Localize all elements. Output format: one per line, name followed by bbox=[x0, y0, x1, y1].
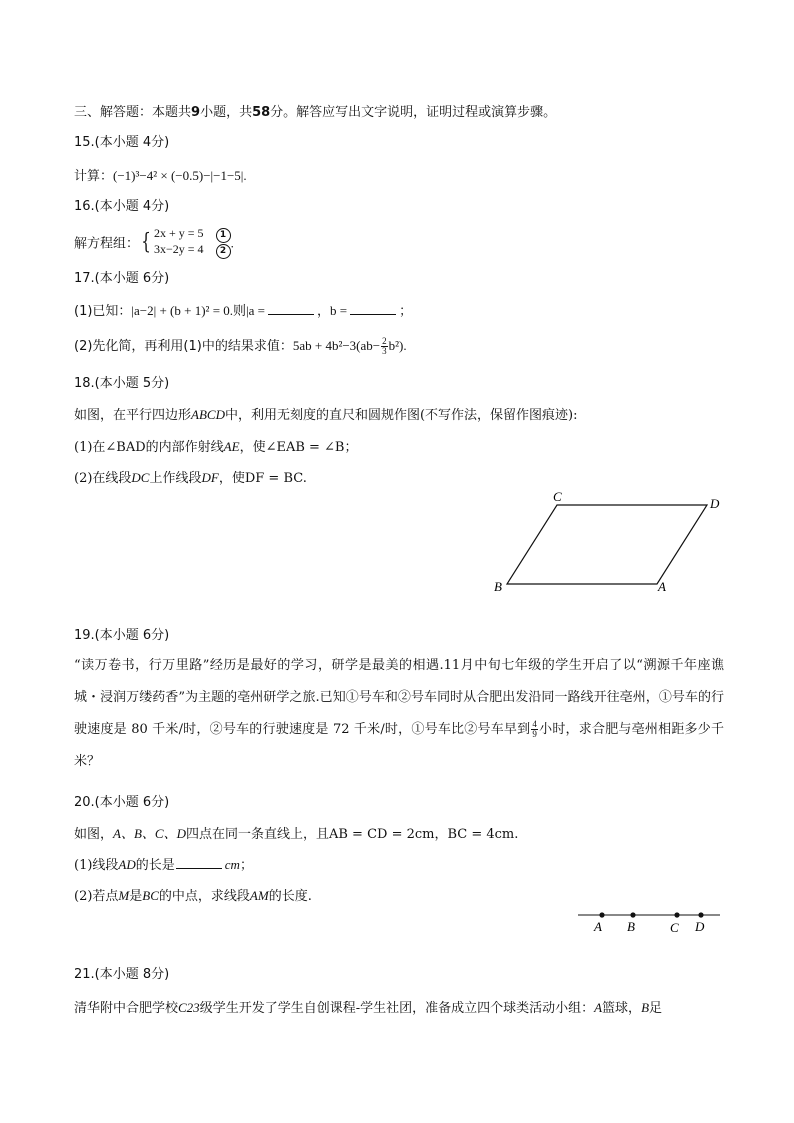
answer-blank-ad[interactable] bbox=[176, 856, 222, 869]
answer-blank-b[interactable] bbox=[350, 302, 396, 315]
total-score: 58 bbox=[252, 105, 271, 120]
answer-blank-a[interactable] bbox=[268, 302, 314, 315]
vertex-label-c: C bbox=[553, 489, 562, 504]
q18-part2: (2)在线段DC上作线段DF，使DF = BC. bbox=[74, 470, 307, 486]
point-d bbox=[698, 912, 703, 917]
q15-header: 15.(本小题 4分) bbox=[74, 135, 170, 150]
q16-header: 16.(本小题 4分) bbox=[74, 199, 170, 214]
vertex-label-d: D bbox=[710, 496, 720, 511]
q16-body: 解方程组：{ 2x + y = 5 1 3x−2y = 4 2 . bbox=[74, 228, 234, 260]
vertex-label-b: B bbox=[494, 579, 502, 594]
q18-header: 18.(本小题 5分) bbox=[74, 376, 170, 391]
q19-body: “读万卷书，行万里路”经历是最好的学习，研学是最美的相遇.11月中旬七年级的学生开启了以“溯源千年座谯城・浸润万缕药香”为主题的亳州研学之旅.已知①号车和②号车同时从合肥出发沿同一路线开往亳州，①号车的行驶速度是 80 千米/时，②号车的行驶速度是 72 千米/时，①号车比②号车早到 $\frac{4}{9}$ 小时，求合肥与亳州相距多少千米？ bbox=[74, 658, 724, 769]
q18-part1: (1)在∠BAD的内部作射线AE，使∠EAB = ∠B； bbox=[74, 439, 358, 455]
point-label-b: B bbox=[627, 919, 635, 934]
equation-1: 2x + y = 5 bbox=[154, 226, 204, 240]
q21-body: 清华附中合肥学校C23级学生开发了学生自创课程-学生社团，准备成立四个球类活动小组：A篮球，B足 bbox=[74, 1000, 663, 1016]
point-label-a: A bbox=[594, 919, 602, 934]
q20-part2: (2)若点M是BC的中点，求线段AM的长度. bbox=[74, 888, 312, 904]
equation-2: 3x−2y = 4 bbox=[154, 242, 204, 256]
brace-icon: { bbox=[141, 230, 151, 255]
point-label-c: C bbox=[670, 920, 679, 935]
q18-intro: 如图，在平行四边形ABCD中，利用无刻度的直尺和圆规作图(不写作法，保留作图痕迹): bbox=[74, 407, 578, 423]
line-points-figure bbox=[570, 903, 730, 938]
q17-part1: (1)已知：|a−2| + (b + 1)² = 0.则|a = ，b = ； bbox=[74, 303, 413, 319]
q20-header: 20.(本小题 6分) bbox=[74, 795, 170, 810]
circled-number-icon: 2 bbox=[216, 244, 231, 259]
q21-header: 21.(本小题 8分) bbox=[74, 967, 170, 982]
q20-part1: (1)线段AD的长是 cm； bbox=[74, 857, 253, 873]
parallelogram-abcd bbox=[507, 505, 707, 584]
point-b bbox=[630, 912, 635, 917]
section-heading: 三、解答题：本题共9小题，共58分。解答应写出文字说明，证明过程或演算步骤。 bbox=[74, 105, 557, 120]
point-c bbox=[674, 912, 679, 917]
point-label-d: D bbox=[695, 919, 705, 934]
q15-body: 计算：(−1)³−4² × (−0.5)−|−1−5|. bbox=[74, 168, 247, 184]
q20-intro: 如图，A、B、C、D四点在同一条直线上，且AB = CD = 2cm，BC = 4cm. bbox=[74, 826, 519, 842]
fraction: $\frac{2}{3}$ bbox=[382, 336, 387, 356]
q19-header: 19.(本小题 6分) bbox=[74, 628, 170, 643]
vertex-label-a: A bbox=[658, 579, 666, 594]
equation-system bbox=[139, 227, 231, 259]
q17-header: 17.(本小题 6分) bbox=[74, 271, 170, 286]
question-count: 9 bbox=[191, 105, 201, 120]
q17-part2: (2)先化简，再利用(1)中的结果求值：5ab + 4b²−3(ab− $\frac{2}{3}$ b²). bbox=[74, 336, 407, 356]
q15-expression: (−1)³−4² × (−0.5)−|−1−5|. bbox=[113, 168, 247, 183]
circled-number-icon: 1 bbox=[216, 228, 231, 243]
fraction: $\frac{4}{9}$ bbox=[532, 719, 537, 739]
parallelogram-figure bbox=[480, 485, 730, 600]
point-a bbox=[599, 912, 604, 917]
